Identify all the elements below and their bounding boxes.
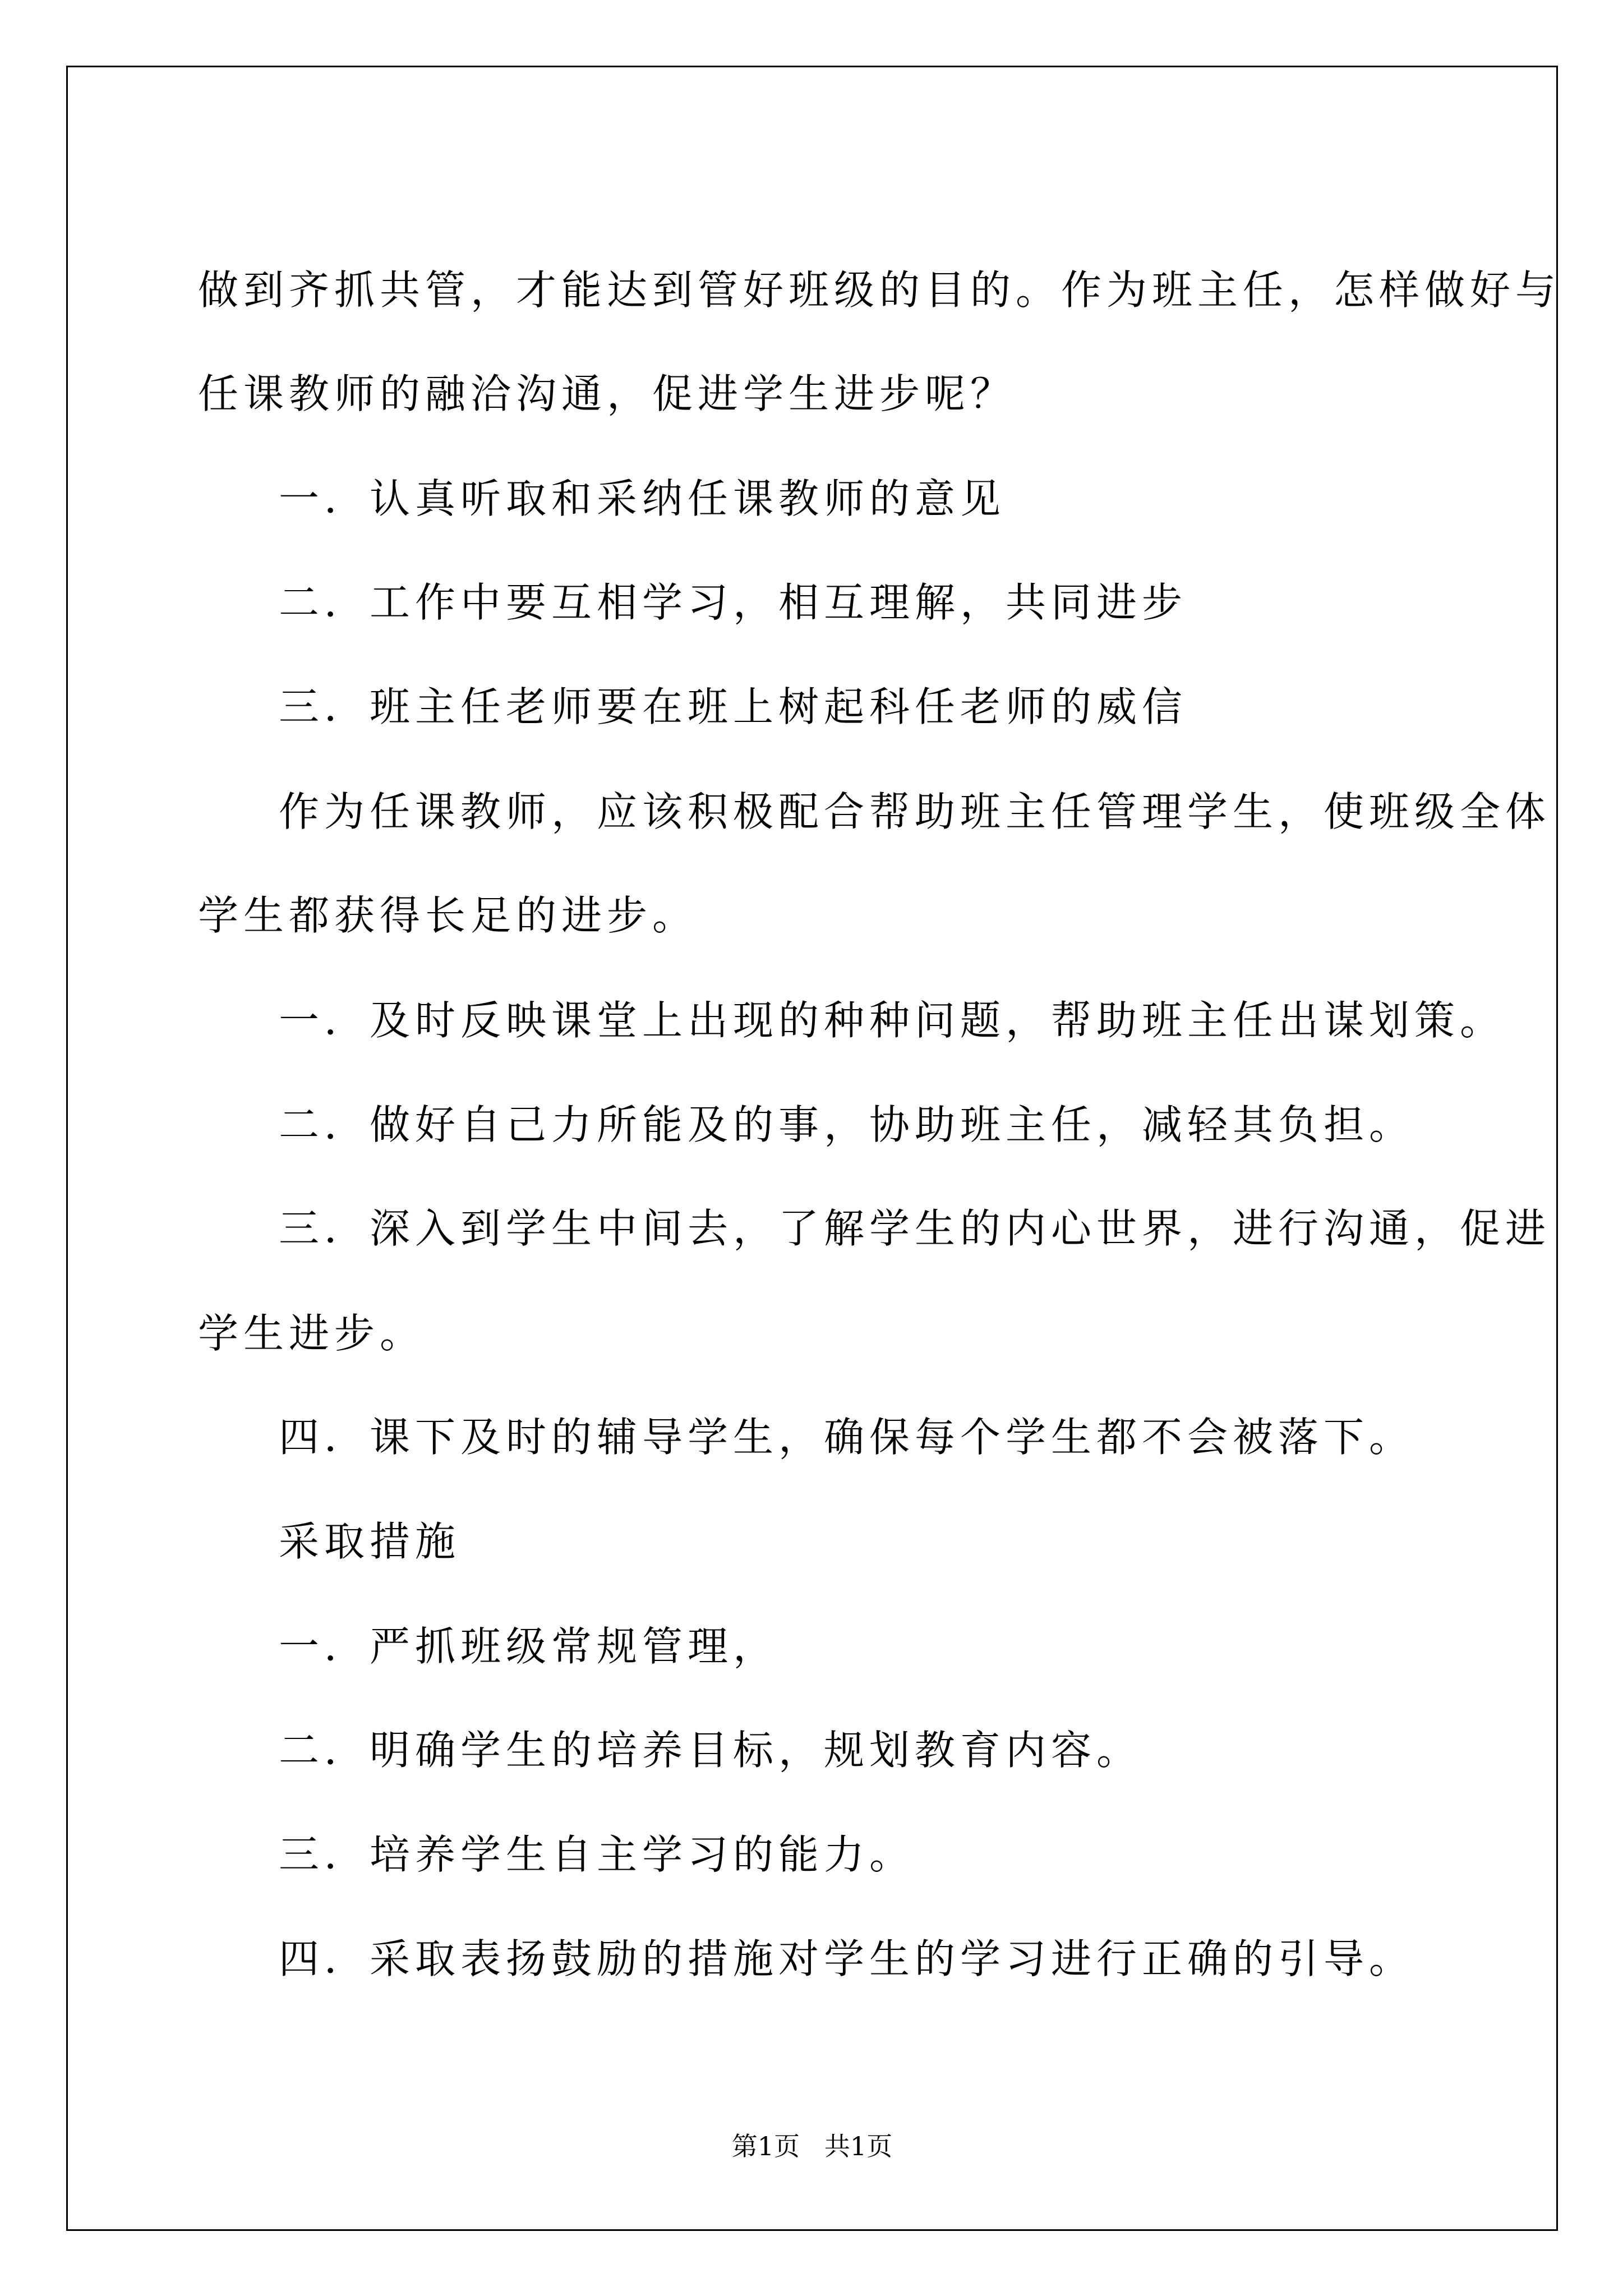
text-line-2: 任课教师的融洽沟通，促进学生进步呢？ [198,370,1016,417]
text-line-11: 学生进步。 [198,1310,426,1357]
text-line-15: 二．明确学生的培养目标，规划教育内容。 [279,1727,1142,1774]
text-line-7: 学生都获得长足的进步。 [198,892,698,939]
page-frame [66,66,1561,2231]
text-line-3: 一．认真听取和采纳任课教师的意见 [279,475,1006,522]
text-line-9: 二．做好自己力所能及的事，协助班主任，减轻其负担。 [279,1101,1415,1148]
text-line-13: 采取措施 [279,1518,461,1565]
text-line-10: 三．深入到学生中间去，了解学生的内心世界，进行沟通，促进 [279,1205,1551,1252]
text-line-8: 一．及时反映课堂上出现的种种问题，帮助班主任出谋划策。 [279,997,1506,1044]
text-line-4: 二．工作中要互相学习，相互理解，共同进步 [279,579,1188,626]
text-line-16: 三．培养学生自主学习的能力。 [279,1831,915,1878]
text-line-5: 三．班主任老师要在班上树起科任老师的威信 [279,683,1188,730]
text-line-6: 作为任课教师，应该积极配合帮助班主任管理学生，使班级全体 [279,788,1551,835]
text-line-1: 做到齐抓共管，才能达到管好班级的目的。作为班主任，怎样做好与 [198,266,1561,314]
text-line-12: 四．课下及时的辅导学生，确保每个学生都不会被落下。 [279,1414,1415,1461]
text-line-17: 四．采取表扬鼓励的措施对学生的学习进行正确的引导。 [279,1935,1415,1982]
page-footer: 第1页 共1页 [731,2131,893,2161]
text-line-14: 一．严抓班级常规管理， [279,1623,779,1670]
